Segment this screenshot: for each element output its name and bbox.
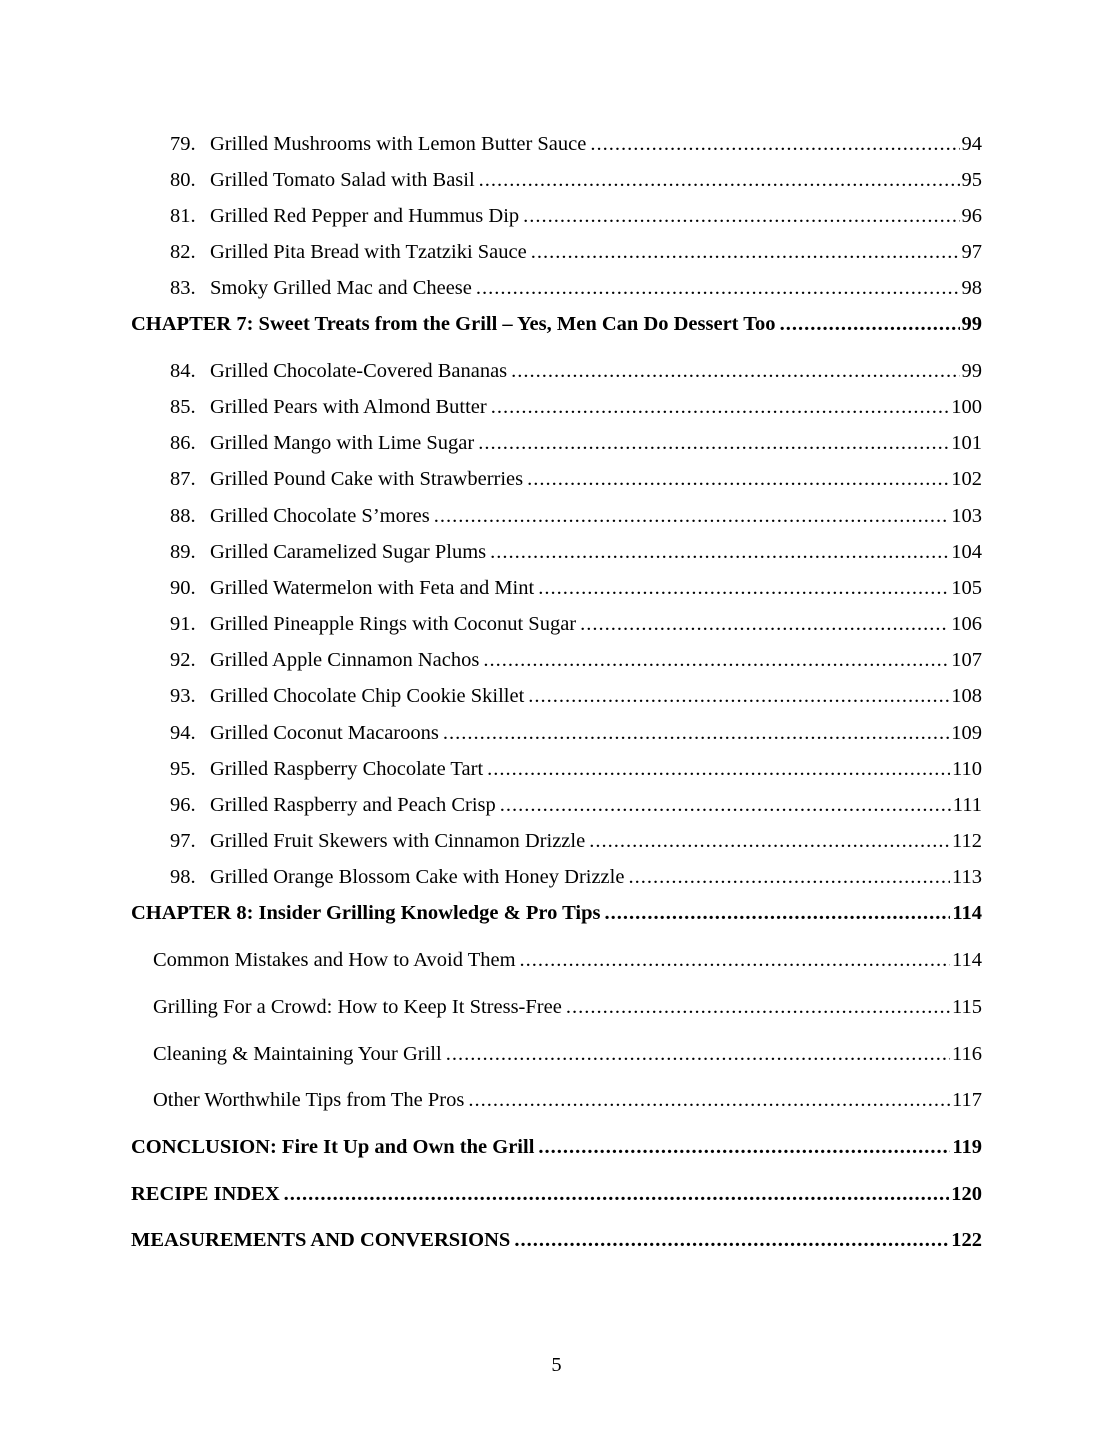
entry-title[interactable]: Grilled Coconut Macaroons (210, 722, 439, 744)
recipe-number: 83. (170, 277, 196, 299)
entry-page[interactable]: 101 (951, 432, 982, 454)
dot-leader (531, 237, 960, 267)
toc-entry[interactable] (0, 356, 1113, 386)
recipe-number: 79. (170, 133, 196, 155)
toc-entry[interactable] (0, 681, 1113, 711)
recipe-number: 98. (170, 866, 196, 888)
dot-leader (478, 428, 949, 458)
entry-page[interactable]: 95 (961, 169, 982, 191)
entry-page[interactable]: 111 (952, 794, 982, 816)
chapter-title[interactable]: CHAPTER 7: Sweet Treats from the Grill – Yes, Men Can Do Dessert Too (131, 313, 776, 335)
recipe-number: 81. (170, 205, 196, 227)
chapter-page[interactable]: 99 (961, 313, 982, 335)
toc-entry[interactable] (0, 501, 1113, 531)
dot-leader (500, 790, 951, 820)
toc-entry[interactable] (0, 165, 1113, 195)
chapter-title[interactable]: CONCLUSION: Fire It Up and Own the Grill (131, 1136, 535, 1158)
dot-leader (528, 681, 949, 711)
entry-title[interactable]: Grilled Chocolate Chip Cookie Skillet (210, 685, 525, 707)
chapter-title[interactable]: CHAPTER 8: Insider Grilling Knowledge & Pro Tips (131, 902, 601, 924)
chapter-page[interactable]: 114 (952, 902, 982, 924)
entry-title[interactable]: Grilled Pears with Almond Butter (210, 396, 487, 418)
entry-title[interactable]: Grilled Chocolate-Covered Bananas (210, 360, 508, 382)
entry-title[interactable]: Grilled Mushrooms with Lemon Butter Sauce (210, 133, 587, 155)
toc-entry[interactable] (0, 273, 1113, 303)
entry-page[interactable]: 109 (951, 722, 982, 744)
entry-title[interactable]: Grilled Raspberry Chocolate Tart (210, 758, 484, 780)
recipe-number: 86. (170, 432, 196, 454)
dot-leader (604, 898, 950, 928)
toc-subsection[interactable] (0, 992, 1113, 1022)
toc-entry[interactable] (0, 428, 1113, 458)
recipe-number: 85. (170, 396, 196, 418)
toc-entry[interactable] (0, 609, 1113, 639)
toc-chapter[interactable] (0, 1225, 1113, 1255)
recipe-number: 82. (170, 241, 196, 263)
toc-entry[interactable] (0, 826, 1113, 856)
recipe-number: 91. (170, 613, 196, 635)
recipe-number: 94. (170, 722, 196, 744)
dot-leader (566, 992, 950, 1022)
toc-subsection[interactable] (0, 945, 1113, 975)
dot-leader (514, 1225, 949, 1255)
subsection-title[interactable]: Cleaning & Maintaining Your Grill (153, 1043, 442, 1065)
dot-leader (628, 862, 950, 892)
dot-leader (523, 201, 959, 231)
toc-chapter[interactable] (0, 1132, 1113, 1162)
chapter-title[interactable]: MEASUREMENTS AND CONVERSIONS (131, 1229, 511, 1251)
entry-title[interactable]: Grilled Mango with Lime Sugar (210, 432, 475, 454)
toc-entry[interactable] (0, 392, 1113, 422)
page-number: 5 (551, 1354, 562, 1376)
dot-leader (580, 609, 949, 639)
entry-title[interactable]: Grilled Fruit Skewers with Cinnamon Drizzle (210, 830, 586, 852)
chapter-page[interactable]: 119 (952, 1136, 982, 1158)
subsection-page[interactable]: 115 (952, 996, 982, 1018)
dot-leader (589, 826, 950, 856)
entry-page[interactable]: 102 (951, 468, 982, 490)
dot-leader (483, 645, 949, 675)
entry-title[interactable]: Grilled Red Pepper and Hummus Dip (210, 205, 520, 227)
toc-entry[interactable] (0, 754, 1113, 784)
subsection-title[interactable]: Grilling For a Crowd: How to Keep It Stress-Free (153, 996, 562, 1018)
toc-chapter[interactable] (0, 898, 1113, 928)
toc-entry[interactable] (0, 790, 1113, 820)
subsection-page[interactable]: 117 (952, 1089, 982, 1111)
entry-title[interactable]: Grilled Pineapple Rings with Coconut Sugar (210, 613, 577, 635)
dot-leader (538, 573, 949, 603)
entry-page[interactable]: 103 (951, 505, 982, 527)
entry-title[interactable]: Grilled Caramelized Sugar Plums (210, 541, 487, 563)
entry-title[interactable]: Grilled Chocolate S’mores (210, 505, 430, 527)
recipe-number: 92. (170, 649, 196, 671)
recipe-number: 95. (170, 758, 196, 780)
toc-entry[interactable] (0, 645, 1113, 675)
toc-entry[interactable] (0, 537, 1113, 567)
dot-leader (490, 537, 949, 567)
toc-entry[interactable] (0, 129, 1113, 159)
entry-page[interactable]: 110 (952, 758, 982, 780)
dot-leader (491, 392, 950, 422)
dot-leader (434, 501, 949, 531)
entry-page[interactable]: 100 (951, 396, 982, 418)
dot-leader (479, 165, 960, 195)
entry-page[interactable]: 105 (951, 577, 982, 599)
toc-subsection[interactable] (0, 1085, 1113, 1115)
entry-page[interactable]: 104 (951, 541, 982, 563)
entry-title[interactable]: Grilled Pound Cake with Strawberries (210, 468, 524, 490)
dot-leader (284, 1179, 950, 1209)
chapter-page[interactable]: 120 (951, 1183, 982, 1205)
recipe-number: 90. (170, 577, 196, 599)
dot-leader (443, 718, 949, 748)
recipe-number: 96. (170, 794, 196, 816)
entry-title[interactable]: Grilled Tomato Salad with Basil (210, 169, 475, 191)
recipe-number: 89. (170, 541, 196, 563)
toc-chapter[interactable] (0, 1179, 1113, 1209)
recipe-number: 88. (170, 505, 196, 527)
toc-entry[interactable] (0, 201, 1113, 231)
entry-page[interactable]: 112 (952, 830, 982, 852)
subsection-title[interactable]: Common Mistakes and How to Avoid Them (153, 949, 516, 971)
chapter-page[interactable]: 122 (951, 1229, 982, 1251)
subsection-page[interactable]: 116 (952, 1043, 982, 1065)
entry-page[interactable]: 97 (961, 241, 982, 263)
entry-page[interactable]: 108 (951, 685, 982, 707)
subsection-title[interactable]: Other Worthwhile Tips from The Pros (153, 1089, 465, 1111)
dot-leader (476, 273, 960, 303)
toc-entry[interactable] (0, 464, 1113, 494)
dot-leader (468, 1085, 950, 1115)
recipe-number: 80. (170, 169, 196, 191)
chapter-title[interactable]: RECIPE INDEX (131, 1183, 280, 1205)
recipe-number: 84. (170, 360, 196, 382)
recipe-number: 87. (170, 468, 196, 490)
entry-page[interactable]: 107 (951, 649, 982, 671)
toc-entry[interactable] (0, 237, 1113, 267)
entry-page[interactable]: 106 (951, 613, 982, 635)
toc-entry[interactable] (0, 573, 1113, 603)
entry-page[interactable]: 113 (952, 866, 982, 888)
entry-title[interactable]: Grilled Raspberry and Peach Crisp (210, 794, 496, 816)
entry-page[interactable]: 96 (961, 205, 982, 227)
dot-leader (780, 309, 960, 339)
toc-chapter[interactable] (0, 309, 1113, 339)
entry-page[interactable]: 98 (961, 277, 982, 299)
recipe-number: 93. (170, 685, 196, 707)
toc-subsection[interactable] (0, 1039, 1113, 1069)
entry-page[interactable]: 94 (961, 133, 982, 155)
dot-leader (487, 754, 950, 784)
entry-title[interactable]: Grilled Apple Cinnamon Nachos (210, 649, 480, 671)
entry-page[interactable]: 99 (961, 360, 982, 382)
dot-leader (527, 464, 949, 494)
dot-leader (511, 356, 959, 386)
entry-title[interactable]: Grilled Orange Blossom Cake with Honey Drizzle (210, 866, 625, 888)
dot-leader (538, 1132, 950, 1162)
subsection-page[interactable]: 114 (952, 949, 982, 971)
toc-entry[interactable] (0, 862, 1113, 892)
dot-leader (590, 129, 959, 159)
dot-leader (520, 945, 950, 975)
dot-leader (446, 1039, 950, 1069)
toc-entry[interactable] (0, 718, 1113, 748)
entry-title[interactable]: Smoky Grilled Mac and Cheese (210, 277, 472, 299)
recipe-number: 97. (170, 830, 196, 852)
entry-title[interactable]: Grilled Pita Bread with Tzatziki Sauce (210, 241, 527, 263)
entry-title[interactable]: Grilled Watermelon with Feta and Mint (210, 577, 535, 599)
